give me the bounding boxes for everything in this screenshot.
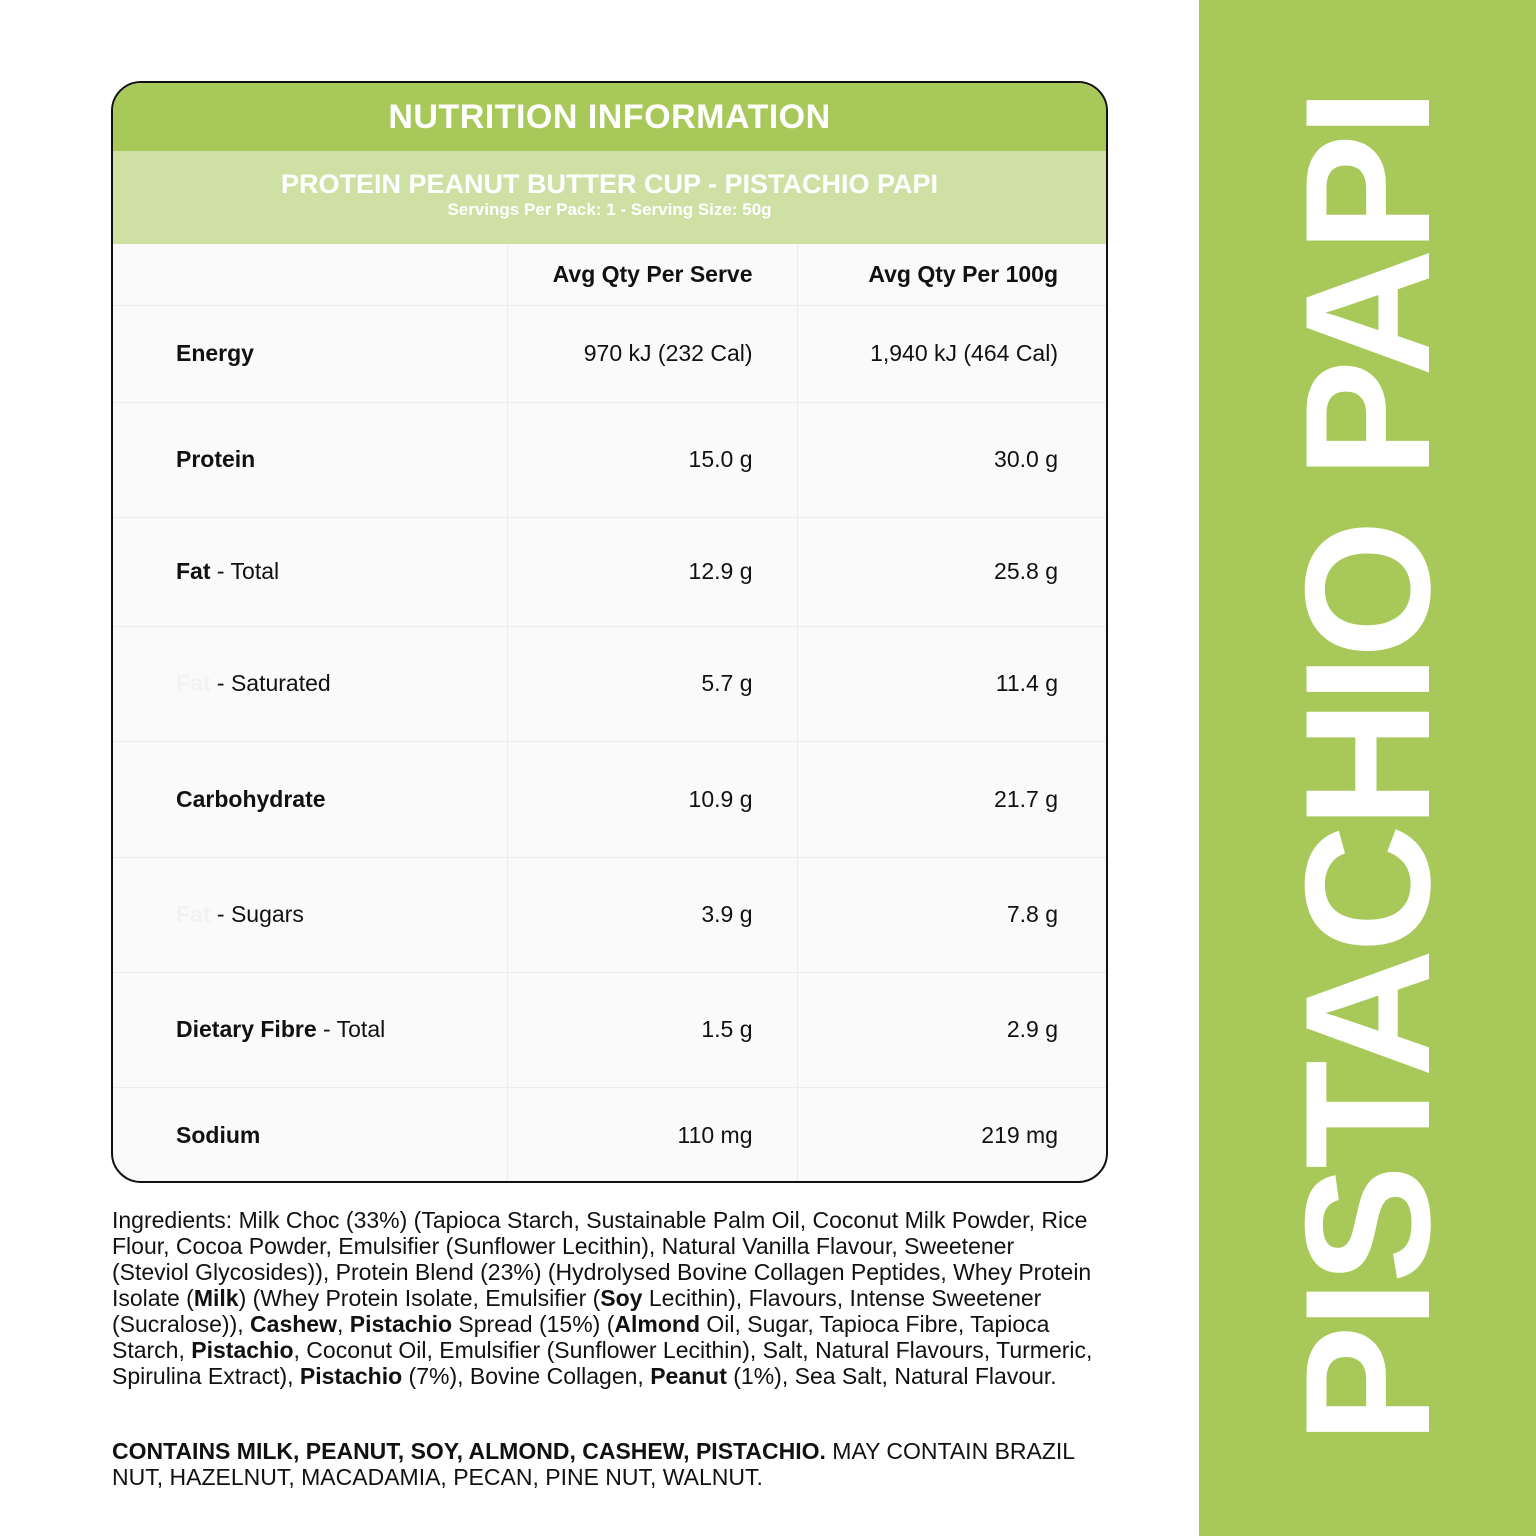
value-per-serve: 3.9 g [507, 857, 797, 972]
ingredient-text: (1%), Sea Salt, Natural Flavour. [726, 1363, 1057, 1389]
nutrient-name [113, 1087, 507, 1183]
table-header-row [113, 244, 1106, 305]
nutrient-label: Carbohydrate [176, 785, 326, 812]
ingredient-text: ) (Whey Protein Isolate, Emulsifier ( [238, 1285, 601, 1311]
value-per-100g: 21.7 g [797, 741, 1106, 857]
panel-subheader [113, 151, 1106, 244]
ingredients-text [112, 1207, 1097, 1389]
allergen-contains: CONTAINS MILK, PEANUT, SOY, ALMOND, CASHEW, PISTACHIO. [112, 1438, 826, 1464]
ingredient-allergen: Almond [614, 1311, 700, 1337]
nutrient-label: Dietary Fibre [176, 1016, 317, 1042]
nutrient-name [113, 972, 507, 1087]
table-row [113, 626, 1106, 741]
value-per-serve: 12.9 g [507, 517, 797, 626]
nutrient-qualifier: - Saturated [210, 670, 331, 696]
side-label: PISTACHIO PAPI [1267, 92, 1467, 1444]
value-per-serve: 5.7 g [507, 626, 797, 741]
ingredient-text: (7%), Bovine Collagen, [402, 1363, 651, 1389]
table-row [113, 517, 1106, 626]
ingredient-text: Ingredients: Milk Choc (33%) (Tapioca Starch, Sustainable Palm Oil, Coconut Milk Powder, Rice Flour, Cocoa Powder, Emulsifier (Sunflower Lecithin), Natural Vanilla Flavour, Sweetener (Steviol Glycosides)), Protein Blend (23%) (Hydrolysed Bovine Collagen Peptides, Whey Protein Isolate ( [112, 1207, 1092, 1311]
table-row [113, 972, 1106, 1087]
ingredient-allergen: Milk [193, 1285, 239, 1311]
allergen-statement [112, 1438, 1097, 1490]
header-nutrient [113, 244, 507, 305]
ingredient-allergen: Soy [600, 1285, 643, 1311]
value-per-100g: 11.4 g [797, 626, 1106, 741]
side-band [1199, 0, 1536, 1536]
ingredient-allergen: Peanut [650, 1363, 727, 1389]
header-per-serve: Avg Qty Per Serve [507, 244, 797, 305]
value-per-serve: 15.0 g [507, 402, 797, 517]
table-row [113, 1087, 1106, 1183]
nutrient-qualifier: - Sugars [210, 901, 304, 927]
nutrient-qualifier: - Total [210, 558, 280, 584]
table-row [113, 741, 1106, 857]
ingredient-text: Lecithin), Flavours, Intense Sweetener (Sucralose)), [112, 1285, 1042, 1337]
nutrition-table [113, 244, 1106, 1183]
value-per-serve: 110 mg [507, 1087, 797, 1183]
nutrient-ghost-label: Fat [176, 670, 211, 696]
value-per-100g: 219 mg [981, 1122, 1058, 1149]
value-per-100g: 2.9 g [797, 972, 1106, 1087]
ingredient-allergen: Cashew [250, 1311, 337, 1337]
product-name: PROTEIN PEANUT BUTTER CUP - PISTACHIO PAPI [280, 169, 939, 199]
nutrient-name [113, 402, 507, 517]
ingredient-text: , Coconut Oil, Emulsifier (Sunflower Lecithin), Salt, Natural Flavours, Turmeric, Spirulina Extract), [112, 1337, 1093, 1389]
nutrient-name [113, 517, 507, 626]
ingredient-text: , [336, 1311, 350, 1337]
nutrient-label: Fat [176, 558, 211, 584]
table-row [113, 305, 1106, 402]
ingredient-allergen: Pistachio [299, 1363, 403, 1389]
nutrient-qualifier: - Total [316, 1016, 386, 1042]
value-per-serve: 10.9 g [507, 741, 797, 857]
table-row [113, 402, 1106, 517]
value-per-serve: 1.5 g [507, 972, 797, 1087]
value-per-100g: 30.0 g [797, 402, 1106, 517]
value-per-100g: 1,940 kJ (464 Cal) [797, 305, 1106, 402]
nutrition-panel [111, 81, 1108, 1183]
nutrient-name [113, 857, 507, 972]
nutrient-name [113, 741, 507, 857]
nutrient-label: Energy [176, 340, 254, 366]
ingredient-allergen: Pistachio [191, 1337, 294, 1363]
value-per-serve: 970 kJ (232 Cal) [507, 305, 797, 402]
nutrient-label: Sodium [176, 1122, 261, 1149]
value-per-100g: 25.8 g [797, 517, 1106, 626]
ingredient-allergen: Pistachio [349, 1311, 453, 1337]
ingredient-text: Spread (15%) ( [452, 1311, 615, 1337]
nutrient-name [113, 626, 507, 741]
table-row [113, 857, 1106, 972]
header-per-100g: Avg Qty Per 100g [797, 244, 1106, 305]
value-per-100g: 7.8 g [797, 857, 1106, 972]
panel-title: NUTRITION INFORMATION [113, 83, 1106, 151]
nutrient-label: Protein [176, 446, 256, 472]
nutrient-name [113, 305, 507, 402]
serving-info: Servings Per Pack: 1 - Serving Size: 50g [447, 200, 772, 219]
allergen-may-contain: MAY CONTAIN BRAZIL NUT, HAZELNUT, MACADAMIA, PECAN, PINE NUT, WALNUT. [112, 1438, 1075, 1490]
nutrient-ghost-label: Fat [176, 901, 211, 927]
ingredient-text: Oil, Sugar, Tapioca Fibre, Tapioca Starch, [112, 1311, 1050, 1363]
